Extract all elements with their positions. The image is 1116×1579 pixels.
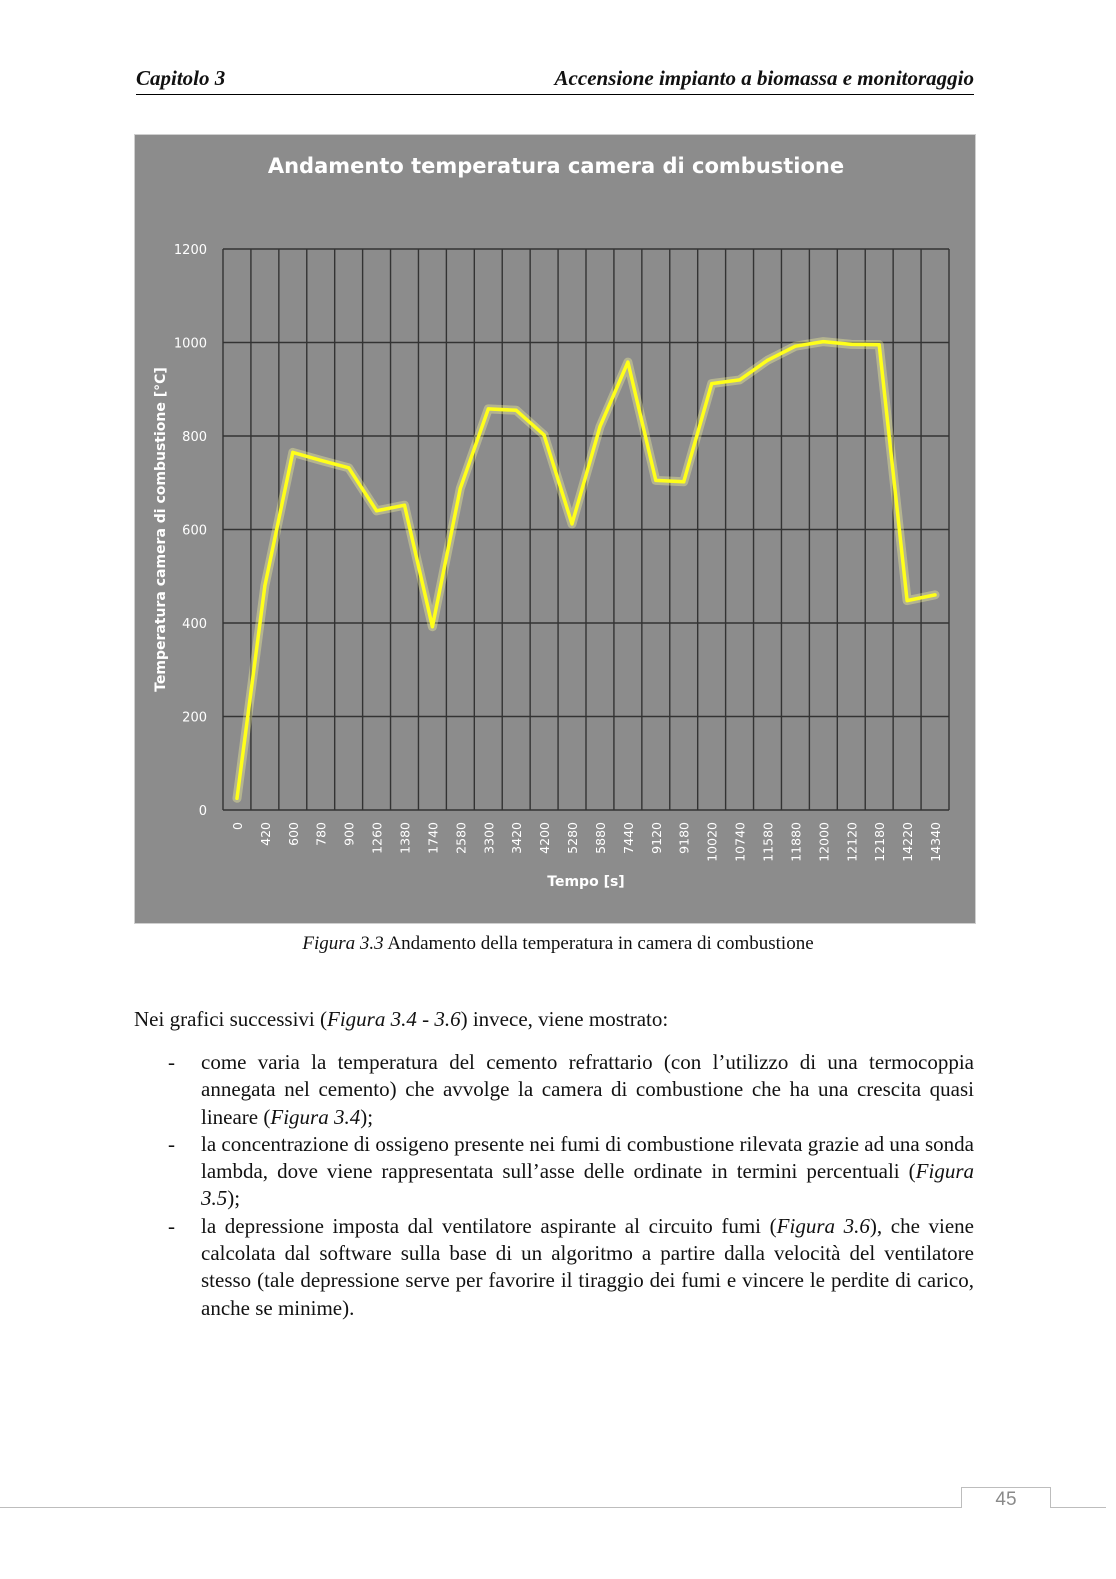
chart-canvas [135, 135, 977, 925]
x-tick-label: 14340 [928, 822, 944, 862]
list-item-text: la depressione imposta dal ventilatore aspirante al circuito fumi ( [201, 1213, 777, 1238]
x-tick-label: 7440 [620, 822, 636, 854]
data-point [738, 378, 741, 381]
x-tick-label: 3420 [509, 822, 525, 854]
bullet-dash: - [168, 1131, 175, 1156]
intro-text-end: ) invece, viene mostrato: [460, 1007, 669, 1031]
x-tick-label: 1260 [369, 822, 385, 854]
y-tick-label: 0 [198, 804, 207, 819]
x-tick-label: 14220 [900, 822, 916, 862]
list-item-text: come varia la temperatura del cemento refrattario (con l’utilizzo di una termocoppia annegata nel cemento) che avvolge la camera di combustione che ha una crescita quasi lineare ( [201, 1050, 974, 1129]
x-tick-label: 4200 [537, 822, 553, 854]
y-tick-label: 200 [182, 710, 207, 726]
data-point [347, 466, 350, 469]
x-tick-label: 3300 [481, 822, 497, 854]
chapter-label: Capitolo 3 [136, 66, 226, 90]
data-point [850, 343, 853, 346]
x-tick-label: 12000 [816, 822, 832, 862]
x-tick-label: 11580 [760, 822, 776, 862]
chart-title: Andamento temperatura camera di combustione [267, 154, 845, 178]
y-tick-label: 1200 [173, 243, 207, 258]
x-tick-label: 5880 [592, 822, 608, 854]
x-tick-label: 12180 [872, 822, 888, 862]
page-number: 45 [961, 1487, 1051, 1508]
data-point [682, 480, 685, 483]
bullet-dash: - [168, 1213, 175, 1238]
data-point [543, 433, 546, 436]
list-item [134, 1213, 974, 1322]
x-tick-label: 12120 [844, 822, 860, 862]
data-point [906, 599, 909, 602]
x-tick-label: 420 [257, 822, 273, 846]
x-tick-label: 2580 [453, 822, 469, 854]
intro-paragraph [134, 1007, 974, 1032]
data-point [654, 479, 657, 482]
x-tick-label: 10020 [704, 822, 720, 862]
data-point [822, 340, 825, 343]
data-point [598, 425, 601, 428]
data-point [235, 797, 238, 800]
data-point [263, 584, 266, 587]
data-point [431, 625, 434, 628]
figure-ref: Figura 3.5 [201, 1159, 974, 1211]
x-tick-label: 5280 [565, 822, 581, 854]
data-point [794, 345, 797, 348]
y-tick-label: 1000 [173, 336, 207, 352]
list-item [134, 1131, 974, 1213]
list-item-text-end: ); [360, 1104, 374, 1129]
x-axis-label: Tempo [s] [547, 874, 625, 890]
list-item [134, 1049, 974, 1131]
x-tick-label: 1740 [425, 822, 441, 854]
figure-ref: Figura 3.4 [270, 1104, 361, 1129]
y-tick-label: 600 [182, 523, 207, 539]
list-item-text-end: ); [227, 1186, 241, 1211]
x-tick-label: 900 [341, 822, 357, 846]
intro-figure-ref: Figura 3.4 - 3.6 [327, 1007, 461, 1031]
list-item-text-end: ), che viene calcolata dal software sulla base di un algoritmo a partire dalla velocità del ventilatore stesso (tale depressione serve per favorire il tiraggio dei fumi e vincere le perdite di carico, anche se minime). [201, 1213, 974, 1320]
data-point [515, 409, 518, 412]
data-point [933, 593, 936, 596]
data-point [319, 459, 322, 462]
figure-caption [0, 933, 1116, 955]
footer-rule [0, 1507, 1106, 1508]
data-point [878, 343, 881, 346]
x-tick-label: 1380 [397, 822, 413, 854]
y-axis-label: Temperatura camera di combustione [°C] [153, 367, 169, 692]
x-tick-label: 11880 [788, 822, 804, 862]
figure-label: Figura 3.3 [302, 933, 384, 954]
x-tick-label: 9180 [676, 822, 692, 854]
data-point [291, 451, 294, 454]
data-point [403, 504, 406, 507]
y-tick-label: 400 [182, 617, 207, 632]
temperature-chart [134, 134, 976, 924]
list-item-text: la concentrazione di ossigeno presente nei fumi di combustione rilevata grazie ad una sonda lambda, dove viene rappresentata sull’asse delle ordinate in termini percentuali ( [201, 1131, 974, 1184]
bullet-dash: - [168, 1050, 175, 1074]
y-tick-label: 800 [182, 430, 207, 445]
data-point [570, 522, 573, 525]
intro-text: Nei grafici successivi ( [134, 1007, 328, 1031]
data-point [487, 407, 490, 410]
data-point [710, 382, 713, 385]
x-tick-label: 0 [229, 822, 245, 830]
figure-ref: Figura 3.6 [776, 1213, 870, 1238]
figure-caption-text: Andamento della temperatura in camera di combustione [383, 933, 814, 954]
x-tick-label: 9120 [648, 822, 664, 854]
bullet-list [134, 1049, 974, 1322]
data-point [459, 487, 462, 490]
data-point [626, 361, 629, 364]
data-point [766, 359, 769, 362]
data-point [375, 509, 378, 512]
running-header [136, 66, 974, 95]
x-tick-label: 600 [285, 822, 301, 846]
section-title: Accensione impianto a biomassa e monitoraggio [554, 66, 974, 90]
x-tick-label: 10740 [732, 822, 748, 862]
x-tick-label: 780 [313, 822, 329, 846]
